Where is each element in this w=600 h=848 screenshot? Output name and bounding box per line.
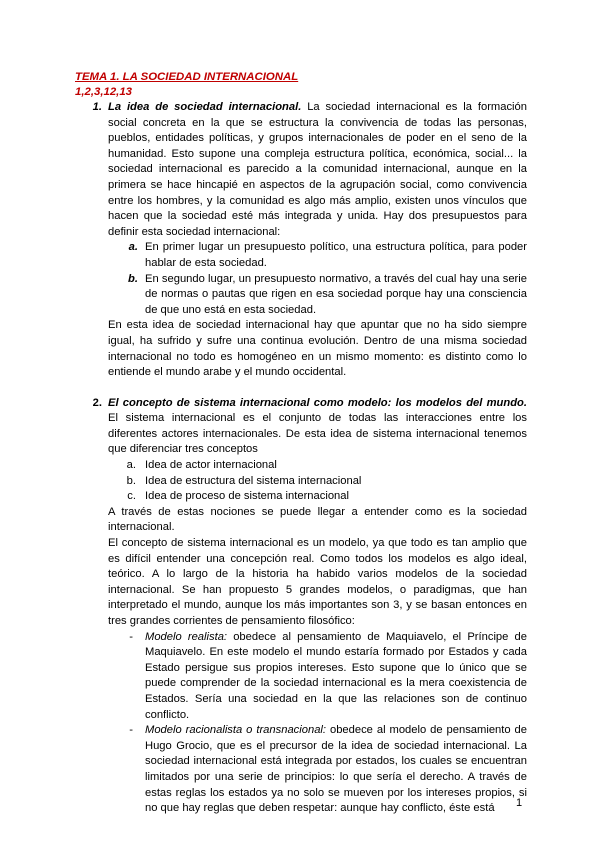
point-text: En segundo lugar, un presupuesto normativo, a través del cual hay una serie de normas o pautas que rigen en esa sociedad porque hay una consciencia de que uno está en esta sociedad. (145, 272, 527, 316)
section-1-body (108, 100, 527, 240)
section-2-para-1: A través de estas nociones se puede llegar a entender como es la sociedad internacional. (108, 505, 527, 534)
concept-marker: b. (126, 474, 136, 487)
document-subtitle: 1,2,3,12,13 (75, 86, 133, 98)
model-name: Modelo racionalista o transnacional: (145, 724, 327, 737)
section-1 (75, 100, 527, 240)
section-2-number: 2. (92, 396, 102, 409)
concept-b (75, 474, 527, 490)
concept-marker: a. (126, 459, 136, 472)
dash-marker: - (129, 724, 133, 737)
document-page (75, 70, 527, 817)
concept-text: Idea de actor internacional (145, 459, 277, 472)
point-text: En primer lugar un presupuesto político, una estructura política, para poder hablar de esta sociedad. (145, 241, 527, 269)
page-number: 1 (516, 797, 523, 809)
section-1-point-a (75, 240, 527, 271)
section-1-number: 1. (92, 101, 102, 113)
section-1-point-b (75, 272, 527, 319)
model-realista (75, 630, 527, 724)
point-marker: b. (128, 272, 138, 285)
model-body (145, 630, 527, 724)
spacer (75, 381, 527, 396)
section-1-text: La sociedad internacional es la formación social concreta en la que se estructura la convivencia de todas las personas, pueblos, entidades políticas, y grupos internacionales de poder en el seno de la humanidad. Esto supone una compleja estructura política, económica, social... la sociedad internacional es parecido a la comunidad internacional, aunque en la primera se hace hincapié en aspectos de la agrupación social, como convivencia entre los hombres, y la comunidad es algo más amplio, existen unos vínculos que hacen que la sociedad esté más integrada y unida. Hay dos presupuestos para definir esta sociedad internacional: (108, 101, 527, 238)
section-2-body (108, 396, 527, 458)
concept-text: Idea de estructura del sistema internacional (145, 474, 362, 487)
section-2-text: El sistema internacional es el conjunto de todas las interacciones entre los diferentes actores internacionales. De esta idea de sistema internacional tenemos que diferenciar tres conceptos (108, 412, 527, 456)
point-marker: a. (128, 241, 138, 254)
model-racionalista (75, 723, 527, 817)
section-1-heading: La idea de sociedad internacional. (108, 101, 302, 113)
model-text: obedece al modelo de pensamiento de Hugo Grocio, que es el precursor de la idea de sociedad internacional. La sociedad internacional está integrada por estados, los cuales se encuentran limitados por una serie de principios: lo que sería el derecho. A través de estas reglas los estados ya no solo se mueven por los intereses propios, si no que hay reglas que deben respetar: aunque hay conflicto, éste está (145, 724, 527, 815)
section-2-heading: El concepto de sistema internacional como modelo: los modelos del mundo. (108, 396, 527, 409)
section-1-closing: En esta idea de sociedad internacional hay que apuntar que no ha sido siempre igual, ha sufrido y sufre una continua evolución. Dentro de una misma sociedad internacional no todo es homogéneo en un mismo momento: es distinto como lo entiende el mundo arabe y el mundo occidental. (108, 319, 527, 379)
concept-text: Idea de proceso de sistema internacional (145, 490, 349, 503)
model-name: Modelo realista: (145, 630, 228, 643)
dash-marker: - (129, 630, 133, 643)
section-2-para-2: El concepto de sistema internacional es un modelo, ya que todo es tan amplio que es difícil entender una concepción real. Como todos los modelos es algo ideal, teórico. A lo largo de la historia ha habido varios modelos de la sociedad internacional. Se han propuesto 5 grandes modelos, o paradigmas, que han interpretado el mundo, aunque los más importantes son 3, y se basan entonces en tres grandes corrientes de pensamiento filosófico: (108, 537, 527, 627)
model-body (145, 723, 527, 817)
concept-a (75, 458, 527, 474)
section-2 (75, 396, 527, 458)
model-text: obedece al pensamiento de Maquiavelo, el Príncipe de Maquiavelo. En este modelo el mundo estaría formado por Estados y cada Estado persigue sus propios intereses. Esto supone que lo único que se puede comprender de la sociedad internacional es la mera coexistencia de Estados. Sería una sociedad en la que las relaciones son de continuo conflicto. (145, 630, 527, 721)
concept-c (75, 489, 527, 505)
document-title: TEMA 1. LA SOCIEDAD INTERNACIONAL (75, 71, 299, 83)
concept-marker: c. (127, 490, 136, 503)
